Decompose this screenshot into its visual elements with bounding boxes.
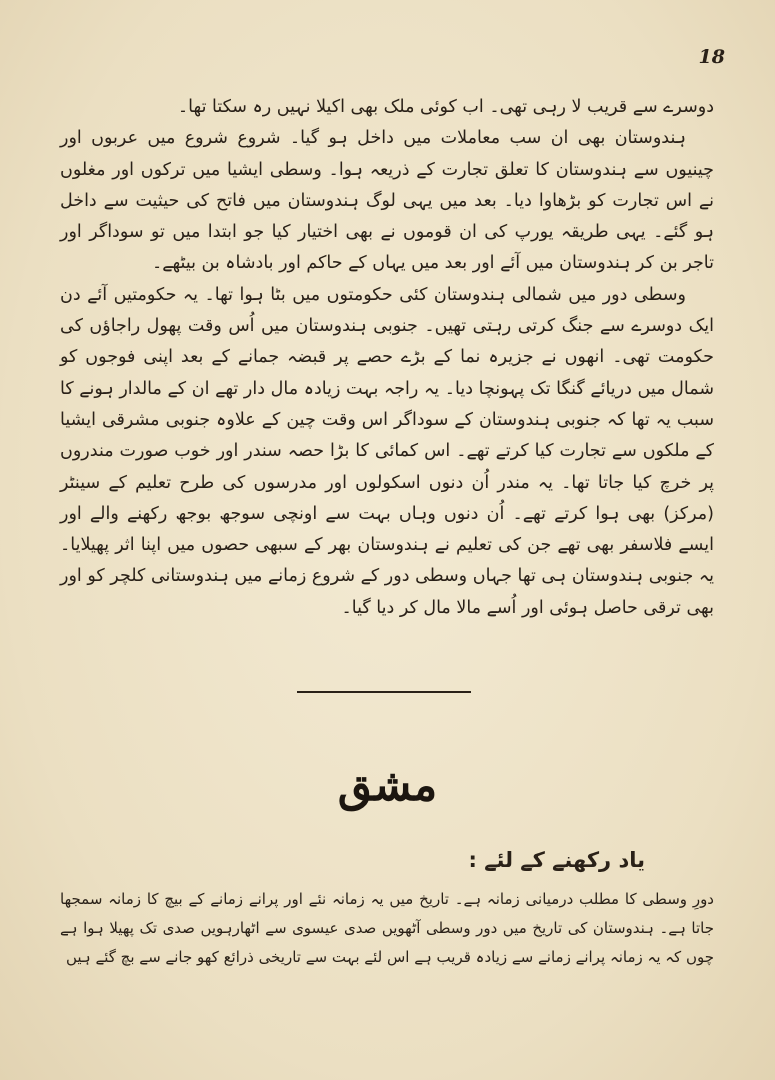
page-number: 18 xyxy=(698,46,725,68)
paragraph: وسطی دور میں شمالی ہندوستان کئی حکومتوں میں بٹا ہوا تھا۔ یہ حکومتیں آئے دن ایک دوسرے سے جنگ کرتی رہتی تھیں۔ جنوبی ہندوستان میں اُس وقت پھول راجاؤں کی حکومت تھی۔ انھوں نے جزیرہ نما کے بڑے حصے پر قبضہ جمانے کے بعد اپنی فوجوں کو شمال میں دریائے گنگا تک پہونچا دیا۔ یہ راجہ بہت زیادہ مال دار تھے ان کے مالدار ہونے کا سبب یہ تھا کہ جنوبی ہندوستان کے سوداگر اس وقت چین کے علاوہ جنوبی مشرقی ایشیا کے ملکوں سے تجارت کیا کرتے تھے۔ اس کمائی کا بڑا حصہ سندر اور خوب صورت مندروں پر خرچ کیا جاتا تھا۔ یہ مندر اُن دنوں اسکولوں اور مدرسوں کی طرح تعلیم کے سینٹر (مرکز) بھی ہوا کرتے تھے۔ اُن دنوں وہاں بہت سے اونچی سوجھ بوجھ رکھنے والے اور ایسے فلاسفر بھی تھے جن کی تعلیم نے ہندوستان بھر کے سبھی حصوں میں اپنا اثر پھیلایا۔ یہ جنوبی ہندوستان ہی تھا جہاں وسطی دور کے شروع زمانے میں ہندوستانی کلچر کو اور بھی ترقی حاصل ہوئی اور اُسے مالا مال کر دیا گیا۔ xyxy=(60,284,714,618)
remember-heading: یاد رکھنے کے لئے : xyxy=(468,848,645,872)
section-divider xyxy=(297,691,471,693)
remember-text xyxy=(60,885,714,972)
paragraph: ہندوستان بھی ان سب معاملات میں داخل ہو گیا۔ شروع شروع میں عربوں اور چینیوں سے ہندوستان کا تعلق تجارت کے ذریعہ ہوا۔ وسطی ایشیا میں ترکوں اور مغلوں نے اس تجارت کو بڑھاوا دیا۔ بعد میں یہی لوگ ہندوستان میں فاتح کی حیثیت سے داخل ہو گئے۔ یہی طریقہ یورپ کی ان قوموں نے بھی اختیار کیا جو ابتدا میں تو سوداگر اور تاجر بن کر ہندوستان میں آئے اور بعد میں یہاں کے حاکم اور بادشاہ بن بیٹھے۔ xyxy=(60,128,714,274)
paragraph: دوسرے سے قریب لا رہی تھی۔ اب کوئی ملک بھی اکیلا نہیں رہ سکتا تھا۔ xyxy=(177,97,714,117)
exercise-heading: مشق xyxy=(337,760,438,811)
remember-paragraph: دورِ وسطی کا مطلب درمیانی زمانہ ہے۔ تاریخ میں یہ زمانہ نئے اور پرانے زمانے کے بیچ کا زمانہ سمجھا جاتا ہے۔ ہندوستان کی تاریخ میں دور وسطی آٹھویں صدی عیسوی سے اٹھارہویں صدی تک پھیلا ہوا ہے چوں کہ یہ زمانہ پرانے زمانے سے زیادہ قریب ہے اس لئے بہت سے تاریخی ذرائع کھو جانے سے بچ گئے ہیں xyxy=(60,890,714,966)
main-text xyxy=(60,92,714,624)
